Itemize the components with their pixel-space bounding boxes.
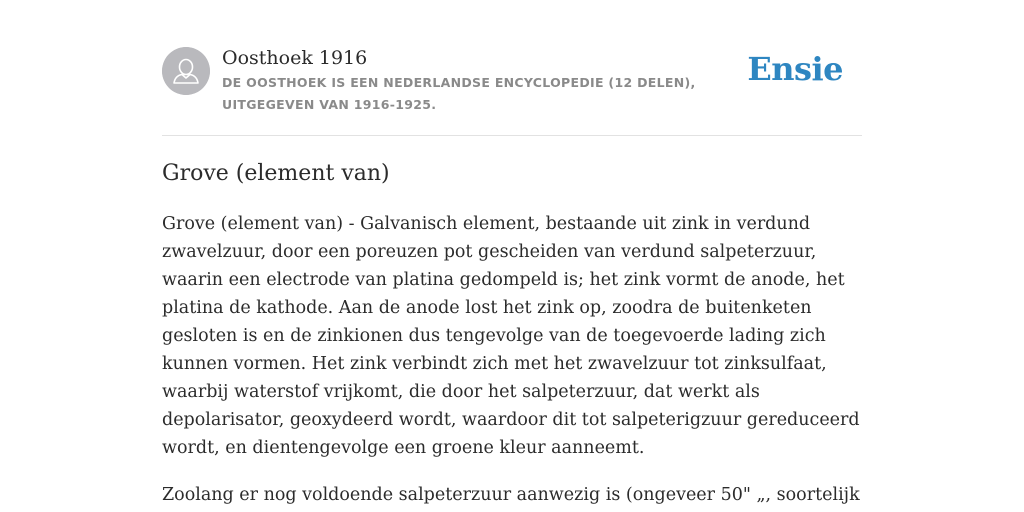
- avatar[interactable]: [162, 47, 210, 95]
- article: [162, 158, 862, 509]
- article-title: Grove (element van): [162, 161, 390, 186]
- ensie-logo[interactable]: Ensie: [747, 50, 843, 88]
- user-icon: [162, 47, 210, 95]
- source-title[interactable]: Oosthoek 1916: [222, 47, 368, 69]
- source-header: [162, 46, 862, 136]
- header-divider: [162, 135, 862, 136]
- source-description: DE OOSTHOEK IS EEN NEDERLANDSE ENCYCLOPEDIE (12 DELEN), UITGEGEVEN VAN 1916-1925.: [222, 75, 696, 112]
- article-paragraph: Grove (element van) - Galvanisch element, bestaande uit zink in verdund zwavelzuur, door een poreuzen pot gescheiden van verdund salpeterzuur, waarin een electrode van platina gedompeld is; het zink vormt de anode, het platina de kathode. Aan de anode lost het zink op, zoodra de buitenketen gesloten is en de zinkionen dus tengevolge van de toegevoerde lading zich kunnen vormen. Het zink verbindt zich met het zwavelzuur tot zinksulfaat, waarbij waterstof vrijkomt, die door het salpeterzuur, dat werkt als depolarisator, geoxydeerd wordt, waardoor dit tot salpeterigzuur gereduceerd wordt, en dientengevolge een groene kleur aanneemt.: [162, 214, 860, 458]
- article-paragraph: Zoolang er nog voldoende salpeterzuur aanwezig is (ongeveer 50" „, soortelijk: [162, 485, 860, 505]
